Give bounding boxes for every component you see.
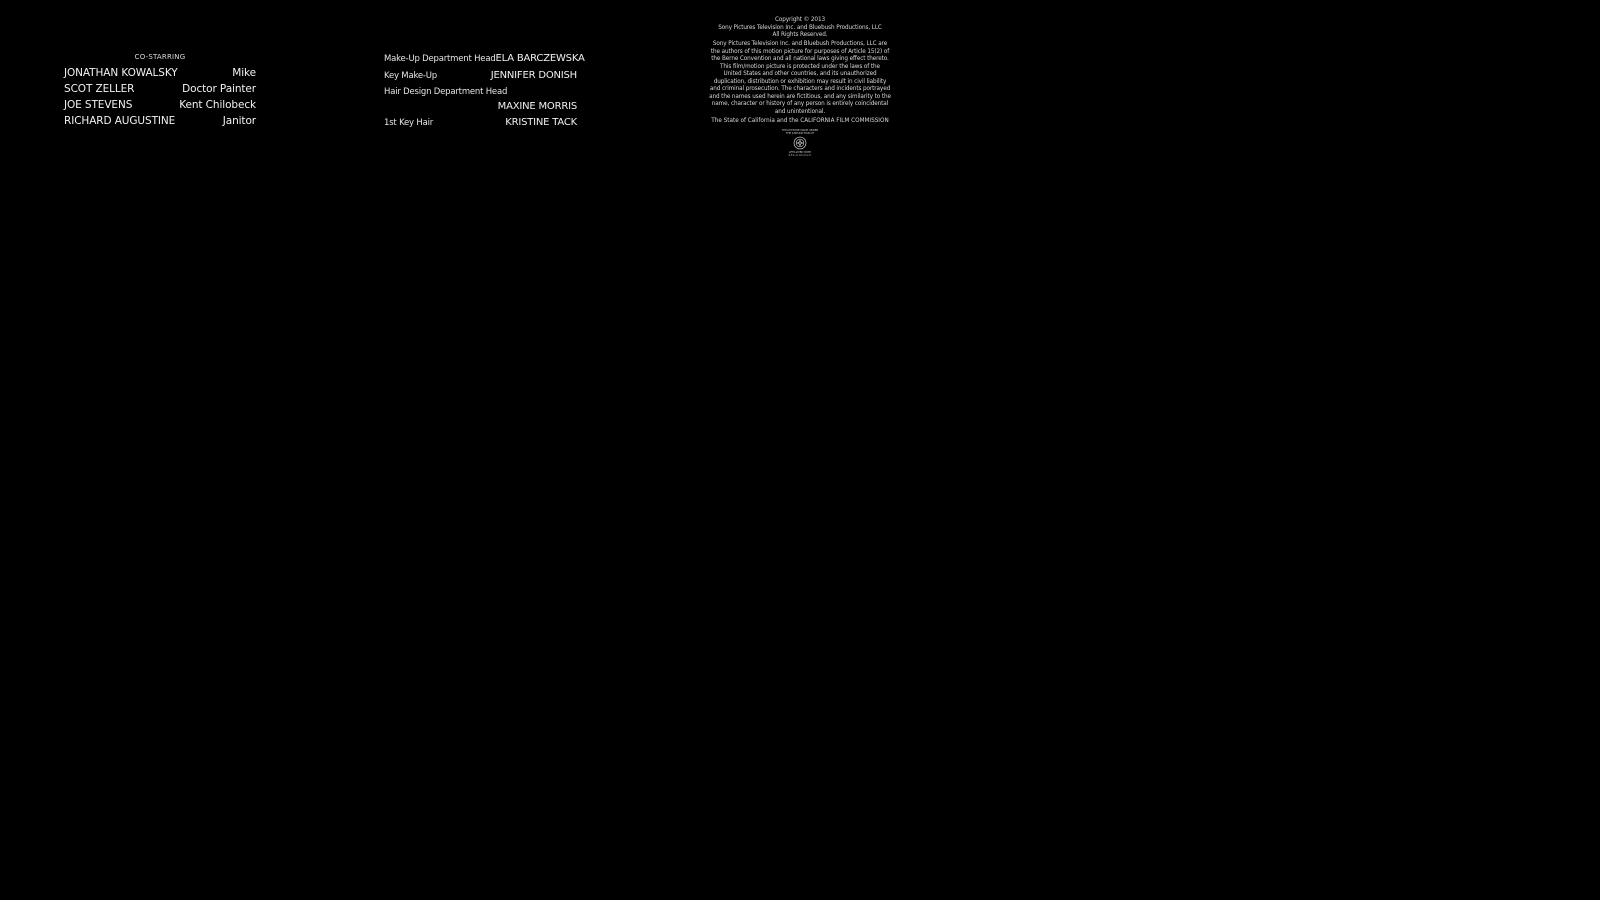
cast-row: [64, 97, 256, 113]
cast-role: Mike: [232, 67, 256, 79]
authorship-block: [700, 41, 900, 64]
costarring-column: [64, 53, 256, 129]
film-commission-line: The State of California and the CALIFORNIA FILM COMMISSION: [711, 118, 889, 124]
crew-row: [384, 85, 577, 113]
legal-line: Sony Pictures Television Inc. and Bluebush Productions, LLC are: [712, 41, 888, 47]
protection-block: [700, 64, 900, 117]
legal-line: United States and other countries, and its unauthorized: [723, 71, 877, 77]
crew-column: [384, 51, 585, 132]
cast-row: [64, 81, 256, 97]
union-seal: [700, 129, 900, 158]
seal-caption: AFFILIATED WITH: [788, 150, 812, 154]
legal-line: and unintentional.: [774, 108, 826, 115]
seal-caption: A.F.L.-C.I.O.-C.L.C.: [788, 154, 812, 158]
cast-role: Kent Chilobeck: [179, 99, 256, 111]
legal-line: Copyright © 2013: [775, 17, 825, 23]
iatse-seal-icon: [793, 136, 807, 150]
cast-name: SCOT ZELLER: [64, 83, 135, 95]
cast-name: JOE STEVENS: [64, 99, 133, 111]
costarring-heading: CO-STARRING: [134, 53, 186, 61]
crew-title: Key Make-Up: [384, 70, 437, 81]
legal-line: This film/motion picture is protected under the laws of the: [720, 63, 880, 70]
crew-title: Hair Design Department Head: [384, 87, 508, 97]
copyright-block: [700, 17, 900, 40]
legal-line: the Berne Convention and all national laws giving effect thereto.: [711, 56, 889, 62]
crew-row: [384, 51, 585, 68]
crew-row: [384, 68, 577, 85]
legal-line: the authors of this motion picture for purposes of Article 15(2) of: [710, 48, 890, 55]
legal-line: Sony Pictures Television Inc. and Bluebush Productions, LLC: [718, 24, 882, 31]
legal-line: and the names used herein are fictitious, and any similarity to the: [709, 93, 891, 100]
cast-role: Doctor Painter: [182, 83, 256, 95]
crew-title: 1st Key Hair: [384, 118, 434, 128]
legal-line: All Rights Reserved.: [772, 32, 828, 38]
cast-name: RICHARD AUGUSTINE: [64, 115, 176, 127]
crew-row: [384, 115, 577, 132]
crew-name: KRISTINE TACK: [505, 117, 577, 128]
legal-line: and criminal prosecution. The characters and incidents portrayed: [709, 86, 891, 92]
crew-title: Make-Up Department Head: [384, 54, 496, 64]
legal-line: name, character or history of any person is entirely coincidental: [711, 101, 889, 107]
cast-role: Janitor: [222, 115, 256, 127]
crew-name: ELA BARCZEWSKA: [495, 53, 585, 64]
crew-name: JENNIFER DONISH: [490, 69, 577, 81]
seal-caption: THIS PICTURE MADE UNDER: [781, 128, 819, 132]
crew-name: MAXINE MORRIS: [497, 101, 577, 112]
cast-row: [64, 113, 256, 129]
legal-line: duplication, distribution or exhibition may result in civil liability: [713, 78, 887, 85]
cast-row: [64, 65, 256, 81]
legal-column: [700, 17, 900, 157]
seal-caption: THE JURISDICTION OF: [785, 131, 815, 135]
cast-name: JONATHAN KOWALSKY: [64, 67, 178, 79]
